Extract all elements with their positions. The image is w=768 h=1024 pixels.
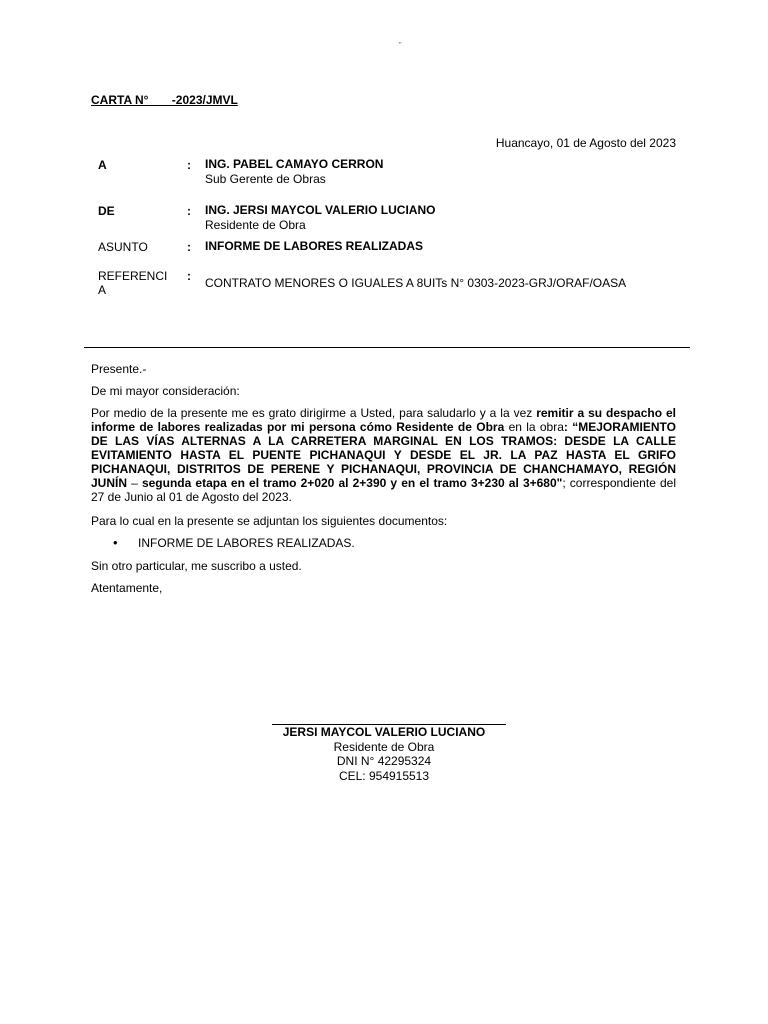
main-paragraph-emphasis: remitir a su despacho el informe de labores realizadas por mi persona cómo Residente de Obra	[91, 406, 676, 434]
field-a-colon: :	[187, 158, 191, 172]
signature-dni: DNI N° 42295324	[336, 754, 432, 768]
project-stage: segunda etapa en el tramo 2+020 al 2+390 y en el tramo 3+230 al 3+680"	[141, 476, 563, 490]
attachment-item: INFORME DE LABORES REALIZADAS.	[138, 536, 355, 550]
main-paragraph-part: ; correspondiente del 27 de Junio al 01 de Agosto del 2023.	[91, 476, 677, 504]
project-name: : “MEJORAMIENTO DE LAS VÍAS ALTERNAS A LA CARRETERA MARGINAL EN LOS TRAMOS: DESDE LA CALLE EVITAMIENTO HASTA EL PUENTE PICHANAQUI Y DESDE EL JR. LA PAZ HASTA EL GRIFO PICHANAQUI, DISTRITOS DE PERENE Y PICHANAQUI, PROVINCIA DE CHANCHAMAYO, REGIÓN JUNÍN	[91, 420, 677, 490]
closing-line: Sin otro particular, me suscribo a usted.	[91, 559, 302, 573]
field-a-name: ING. PABEL CAMAYO CERRON	[205, 157, 384, 171]
signature-name: JERSI MAYCOL VALERIO LUCIANO	[282, 725, 486, 739]
field-asunto-label: ASUNTO	[98, 240, 148, 254]
field-referencia-value: CONTRATO MENORES O IGUALES A 8UITs N° 0303-2023-GRJ/ORAF/OASA	[205, 276, 627, 290]
field-a-value	[205, 157, 383, 187]
field-a-label: A	[98, 158, 107, 172]
field-asunto-value: INFORME DE LABORES REALIZADAS	[205, 239, 424, 253]
letter-number: CARTA N° -2023/JMVL	[91, 93, 238, 107]
field-de-label: DE	[98, 204, 115, 218]
bullet-dot: •	[113, 535, 118, 550]
attachments-intro: Para lo cual en la presente se adjuntan los siguientes documentos:	[91, 514, 448, 528]
header-mark: "	[399, 42, 402, 49]
field-asunto-colon: :	[187, 240, 191, 254]
main-paragraph-part: –	[127, 476, 142, 490]
main-paragraph-part: en la obra	[504, 420, 564, 434]
signature-block	[240, 725, 528, 783]
field-de-role: Residente de Obra	[205, 218, 306, 232]
field-referencia-label	[98, 269, 167, 297]
header-divider	[84, 347, 690, 348]
field-de-name: ING. JERSI MAYCOL VALERIO LUCIANO	[205, 203, 436, 217]
closing-atentamente: Atentamente,	[91, 581, 163, 595]
field-referencia-label-line2: A	[98, 283, 107, 297]
main-paragraph-part: Por medio de la presente me es grato dirigirme a Usted, para saludarlo y a la vez	[91, 406, 537, 420]
letter-date: Huancayo, 01 de Agosto del 2023	[495, 136, 676, 150]
field-referencia-colon: :	[187, 269, 191, 283]
field-a-role: Sub Gerente de Obras	[205, 172, 326, 186]
field-de-colon: :	[187, 204, 191, 218]
salutation-consideracion: De mi mayor consideración:	[91, 384, 240, 398]
signature-cel: CEL: 954915513	[338, 768, 430, 783]
main-paragraph	[91, 406, 676, 504]
field-de-value	[205, 203, 435, 233]
signature-role: Residente de Obra	[333, 739, 435, 754]
salutation-presente: Presente.-	[91, 362, 147, 376]
field-referencia-label-line1: REFERENCI	[98, 269, 168, 283]
